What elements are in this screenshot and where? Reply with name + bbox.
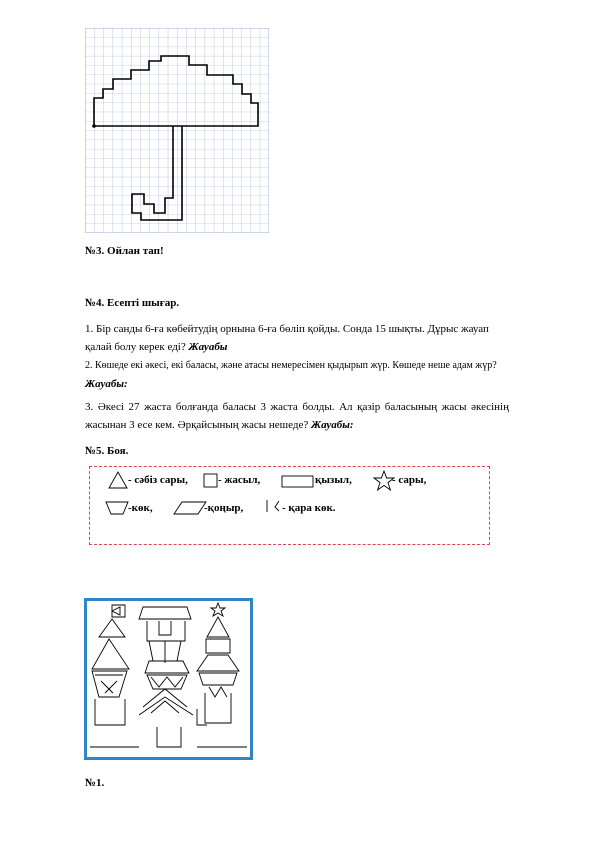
task4-q3-text: 3. Әкесі 27 жаста болғанда баласы 3 жаста болды. Ал қазір баласының жасы әкесінің жасынан 3 есе кем. Әрқайсының жасы нешеде? [85,401,509,431]
umbrella-grid-figure [85,28,269,233]
legend-parallelogram-label: -қоңыр, [204,502,244,514]
square-icon [203,473,219,489]
parallelogram-icon [173,501,207,515]
bracket-icon [264,498,284,516]
task1-title: №1. [85,777,105,789]
task4-q1-answer-label: Жауабы [188,341,228,353]
legend-star-label: - сары, [392,474,427,486]
legend-rectangle-label: қызыл, [315,474,352,486]
task4-question-1 [85,320,509,356]
color-legend-box [89,466,490,545]
task3-title: №3. Ойлан тап! [85,245,164,257]
task4-question-3 [85,398,509,434]
task4-question-2 [85,357,509,394]
task4-q2-text: 2. Көшеде екі әкесі, екі баласы, және атасы немересімен қыдырып жүр. Көшеде неше адам жүр? [85,360,497,371]
trapezoid-icon [105,501,129,515]
legend-bracket-label: - қара көк. [282,502,336,514]
task4-q1-text: 1. Бір санды 6-ға көбейтудің орнына 6-ға бөліп қойды. Сонда 15 шықты. Дұрыс жауап қалай болу керек еді? [85,323,489,353]
rectangle-icon [281,475,315,489]
triangle-icon [108,471,128,489]
legend-triangle-label: - сәбіз сары, [128,474,188,486]
task5-title: №5. Боя. [85,445,129,457]
task4-q3-answer-label: Жауабы: [310,419,354,431]
legend-square-label: - жасыл, [218,474,261,486]
coloring-shapes-picture [87,601,250,757]
task4-q2-answer-label: Жауабы: [85,378,128,390]
coloring-picture-frame [84,598,253,760]
task4-title: №4. Есепті шығар. [85,297,180,309]
legend-trapezoid-label: -көк, [128,502,153,514]
